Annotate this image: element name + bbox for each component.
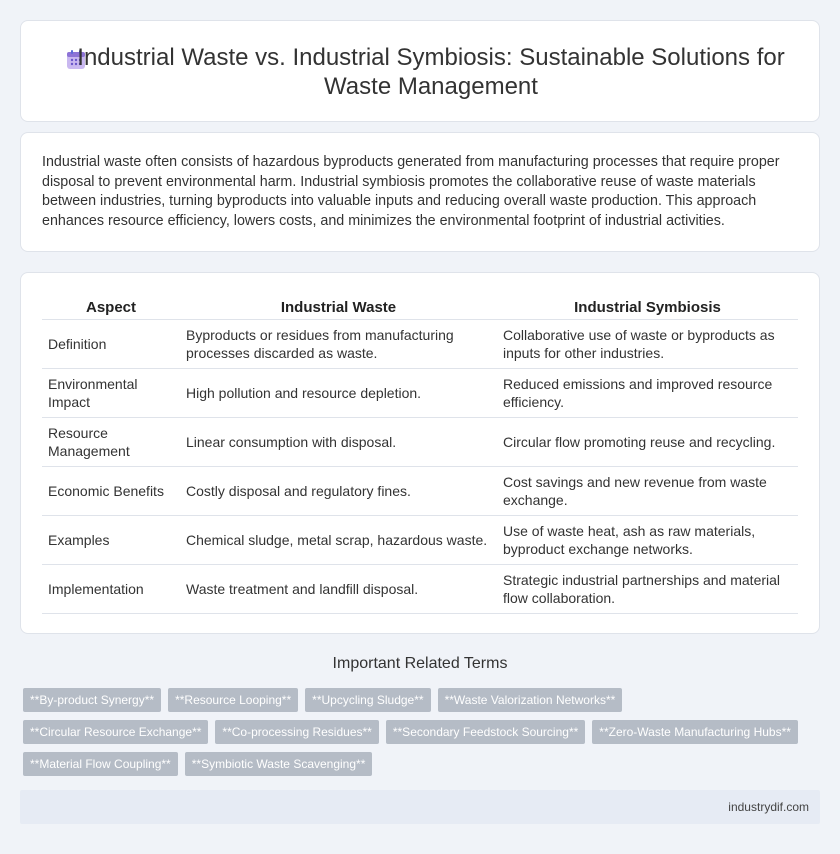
cell-waste: Byproducts or residues from manufacturing processes discarded as waste. [180,319,497,368]
cell-symbiosis: Cost savings and new revenue from waste exchange. [497,466,798,515]
term-row [23,688,823,712]
term-tag[interactable]: **Material Flow Coupling** [23,752,178,776]
term-tag[interactable]: **Circular Resource Exchange** [23,720,208,744]
table-row [42,319,798,368]
term-row [23,752,823,776]
cell-aspect: Economic Benefits [42,466,180,515]
cell-symbiosis: Circular flow promoting reuse and recycling. [497,417,798,466]
related-terms [23,688,823,784]
term-tag[interactable]: **Zero-Waste Manufacturing Hubs** [592,720,798,744]
cell-waste: Waste treatment and landfill disposal. [180,564,497,613]
term-tag[interactable]: **Co-processing Residues** [215,720,378,744]
page-title: Industrial Waste vs. Industrial Symbiosis: Sustainable Solutions for Waste Management [77,44,785,100]
cell-symbiosis: Collaborative use of waste or byproducts as inputs for other industries. [497,319,798,368]
intro-card [20,132,820,252]
intro-paragraph: Industrial waste often consists of hazardous byproducts generated from manufacturing processes that require proper disposal to prevent environmental harm. Industrial symbiosis promotes the collaborative reuse of waste materials between industries, turning byproducts into valuable inputs and reducing overall waste production. This approach enhances resource efficiency, lowers costs, and minimizes the environmental footprint of industrial activities. [42,154,780,229]
cell-symbiosis: Strategic industrial partnerships and material flow collaboration. [497,564,798,613]
comparison-card [20,272,820,634]
cell-symbiosis: Reduced emissions and improved resource efficiency. [497,368,798,417]
cell-waste: High pollution and resource depletion. [180,368,497,417]
term-tag[interactable]: **Resource Looping** [168,688,298,712]
cell-aspect: Resource Management [42,417,180,466]
comparison-table [42,297,798,614]
table-row [42,417,798,466]
header-industrial-symbiosis: Industrial Symbiosis [497,297,798,319]
term-row [23,720,823,744]
cell-aspect: Implementation [42,564,180,613]
title-card [20,20,820,122]
footer-site[interactable]: industrydif.com [728,800,809,814]
term-tag[interactable]: **Upcycling Sludge** [305,688,430,712]
cell-aspect: Examples [42,515,180,564]
cell-waste: Linear consumption with disposal. [180,417,497,466]
table-header-row [42,297,798,319]
cell-waste: Chemical sludge, metal scrap, hazardous waste. [180,515,497,564]
header-aspect: Aspect [42,297,180,319]
term-tag[interactable]: **Waste Valorization Networks** [438,688,623,712]
cell-aspect: Environmental Impact [42,368,180,417]
table-row [42,564,798,613]
term-tag[interactable]: **By-product Synergy** [23,688,161,712]
header-industrial-waste: Industrial Waste [180,297,497,319]
cell-symbiosis: Use of waste heat, ash as raw materials, byproduct exchange networks. [497,515,798,564]
table-row [42,515,798,564]
cell-aspect: Definition [42,319,180,368]
cell-waste: Costly disposal and regulatory fines. [180,466,497,515]
table-row [42,368,798,417]
term-tag[interactable]: **Secondary Feedstock Sourcing** [386,720,585,744]
related-terms-heading: Important Related Terms [332,655,508,672]
table-row [42,466,798,515]
term-tag[interactable]: **Symbiotic Waste Scavenging** [185,752,373,776]
footer [20,790,820,824]
